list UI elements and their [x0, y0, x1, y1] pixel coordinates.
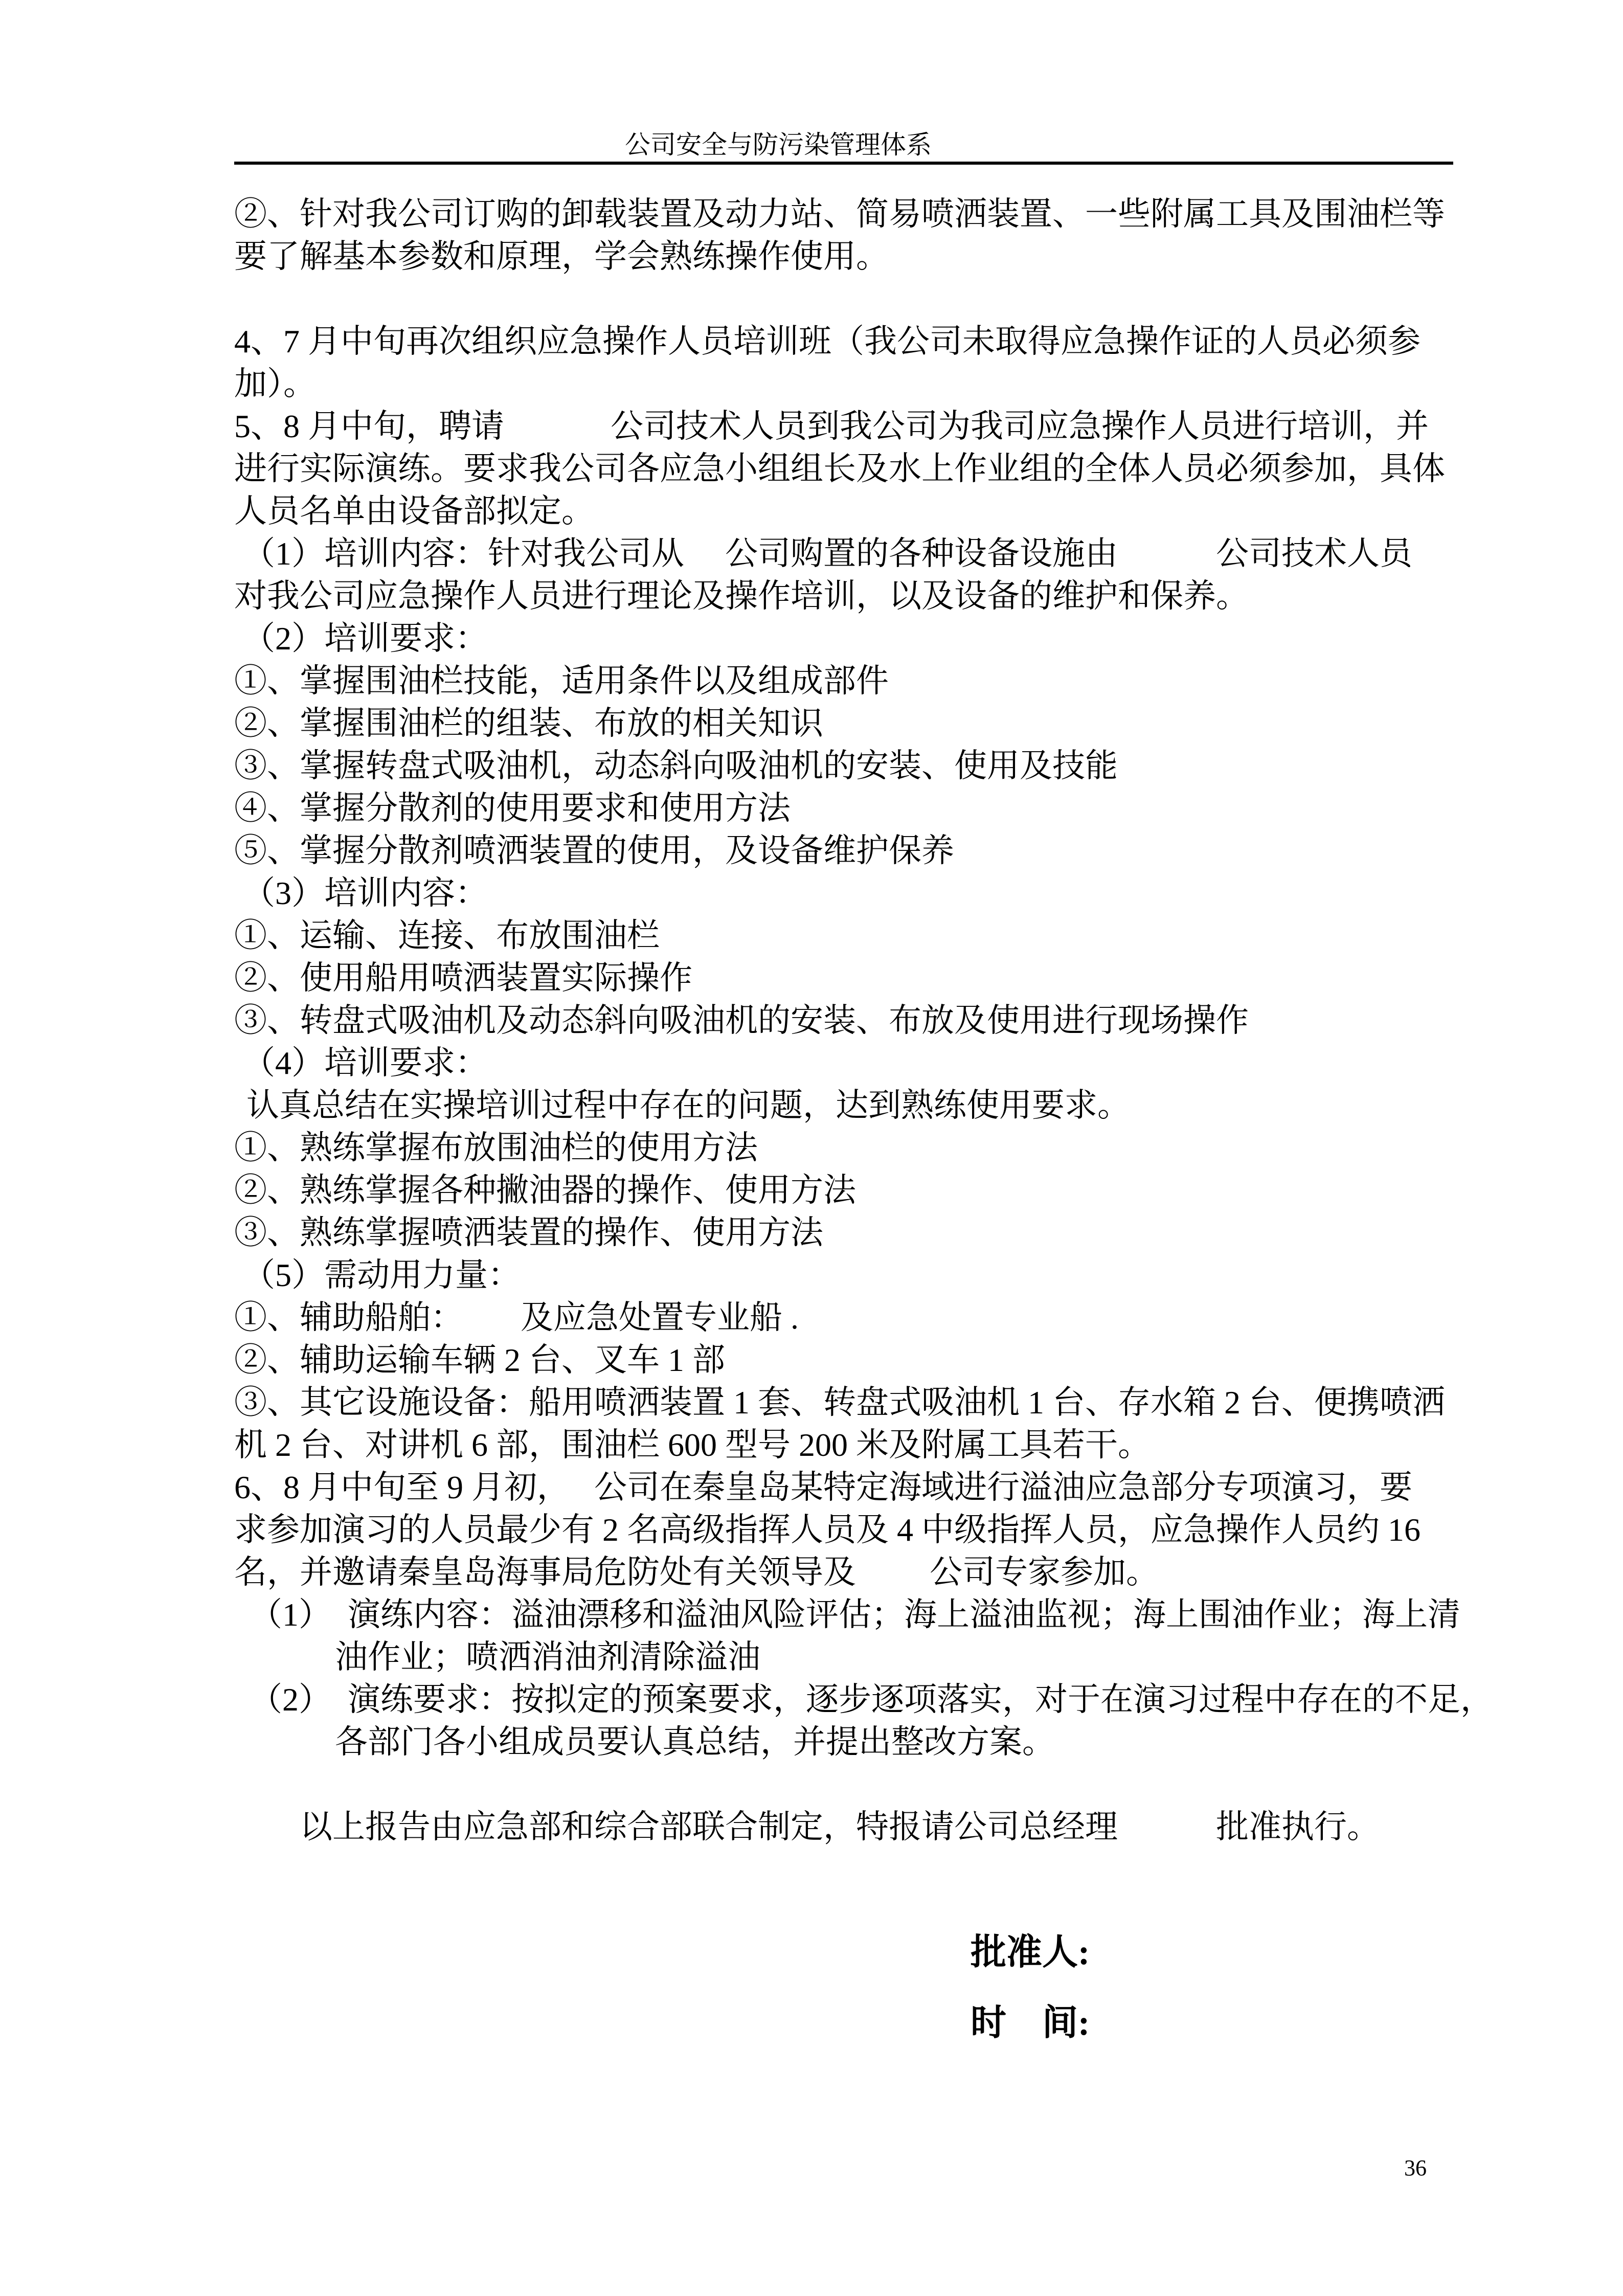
text-line: ②、针对我公司订购的卸载装置及动力站、简易喷洒装置、一些附属工具及围油栏等 [234, 196, 1445, 232]
text-line: 6、8 月中旬至 9 月初， 公司在秦皇岛某特定海域进行溢油应急部分专项演习，要 [234, 1469, 1412, 1505]
text-line: 要了解基本参数和原理，学会熟练操作使用。 [234, 238, 889, 275]
text-line: ③、掌握转盘式吸油机，动态斜向吸油机的安装、使用及技能 [234, 748, 1118, 784]
text-line: 以上报告由应急部和综合部联合制定，特报请公司总经理 批准执行。 [300, 1809, 1380, 1845]
text-line: （4）培训要求： [242, 1045, 488, 1081]
text-line: ③、转盘式吸油机及动态斜向吸油机的安装、布放及使用进行现场操作 [234, 1002, 1249, 1039]
text-line: ②、熟练掌握各种撇油器的操作、使用方法 [234, 1172, 856, 1208]
text-line: 求参加演习的人员最少有 2 名高级指挥人员及 4 中级指挥人员，应急操作人员约 16 [234, 1512, 1421, 1548]
text-line: 5、8 月中旬，聘请 公司技术人员到我公司为我司应急操作人员进行培训，并 [234, 408, 1429, 444]
text-line: ⑤、掌握分散剂喷洒装置的使用，及设备维护保养 [234, 832, 954, 869]
text-line: 4、7 月中旬再次组织应急操作人员培训班（我公司未取得应急操作证的人员必须参 [234, 323, 1421, 359]
text-line: 人员名单由设备部拟定。 [234, 493, 594, 529]
text-line: ④、掌握分散剂的使用要求和使用方法 [234, 790, 791, 826]
text-line: ①、熟练掌握布放围油栏的使用方法 [234, 1130, 758, 1166]
text-line: ②、掌握围油栏的组装、布放的相关知识 [234, 705, 823, 741]
page-number: 36 [1404, 2155, 1427, 2180]
text-line: （2） 演练要求：按拟定的预案要求，逐步逐项落实，对于在演习过程中存在的不足， [250, 1681, 1493, 1718]
time-signature-label: 时 间: [971, 2004, 1090, 2043]
text-line: ①、辅助船舶： 及应急处置专业船 . [234, 1299, 799, 1336]
text-line [234, 278, 1543, 320]
text-line: 机 2 台、对讲机 6 部，围油栏 600 型号 200 米及附属工具若干。 [234, 1427, 1151, 1463]
text-line: 名，并邀请秦皇岛海事局危防处有关领导及 公司专家参加。 [234, 1554, 1159, 1590]
text-line: ③、熟练掌握喷洒装置的操作、使用方法 [234, 1214, 823, 1251]
text-line: 认真总结在实操培训过程中存在的问题，达到熟练使用要求。 [246, 1087, 1130, 1123]
text-line: ①、运输、连接、布放围油栏 [234, 917, 660, 954]
text-line: 进行实际演练。要求我公司各应急小组组长及水上作业组的全体人员必须参加，具体 [234, 451, 1445, 487]
text-line: （1）培训内容：针对我公司从 公司购置的各种设备设施由 公司技术人员 [242, 535, 1412, 572]
text-line: 加）。 [234, 366, 316, 402]
text-line: （2）培训要求： [242, 620, 488, 657]
text-line: 油作业；喷洒消油剂清除溢油 [335, 1639, 760, 1675]
text-line: 各部门各小组成员要认真总结，并提出整改方案。 [335, 1724, 1055, 1760]
text-line [234, 1763, 1543, 1806]
text-line: （1） 演练内容：溢油漂移和溢油风险评估；海上溢油监视；海上围油作业；海上清 [250, 1596, 1460, 1633]
approver-signature-label: 批准人: [971, 1933, 1090, 1972]
text-line: （5）需动用力量： [242, 1257, 521, 1293]
text-line: 对我公司应急操作人员进行理论及操作培训，以及设备的维护和保养。 [234, 578, 1249, 614]
text-line: ③、其它设施设备：船用喷洒装置 1 套、转盘式吸油机 1 台、存水箱 2 台、便携喷洒 [234, 1384, 1445, 1421]
text-line: ②、使用船用喷洒装置实际操作 [234, 960, 692, 996]
document-body [234, 193, 1543, 1848]
page-header-title: 公司安全与防污染管理体系 [625, 130, 932, 159]
header-rule [234, 162, 1453, 165]
text-line: （3）培训内容： [242, 875, 488, 911]
text-line: ②、辅助运输车辆 2 台、叉车 1 部 [234, 1342, 725, 1378]
text-line: ①、掌握围油栏技能，适用条件以及组成部件 [234, 663, 889, 699]
